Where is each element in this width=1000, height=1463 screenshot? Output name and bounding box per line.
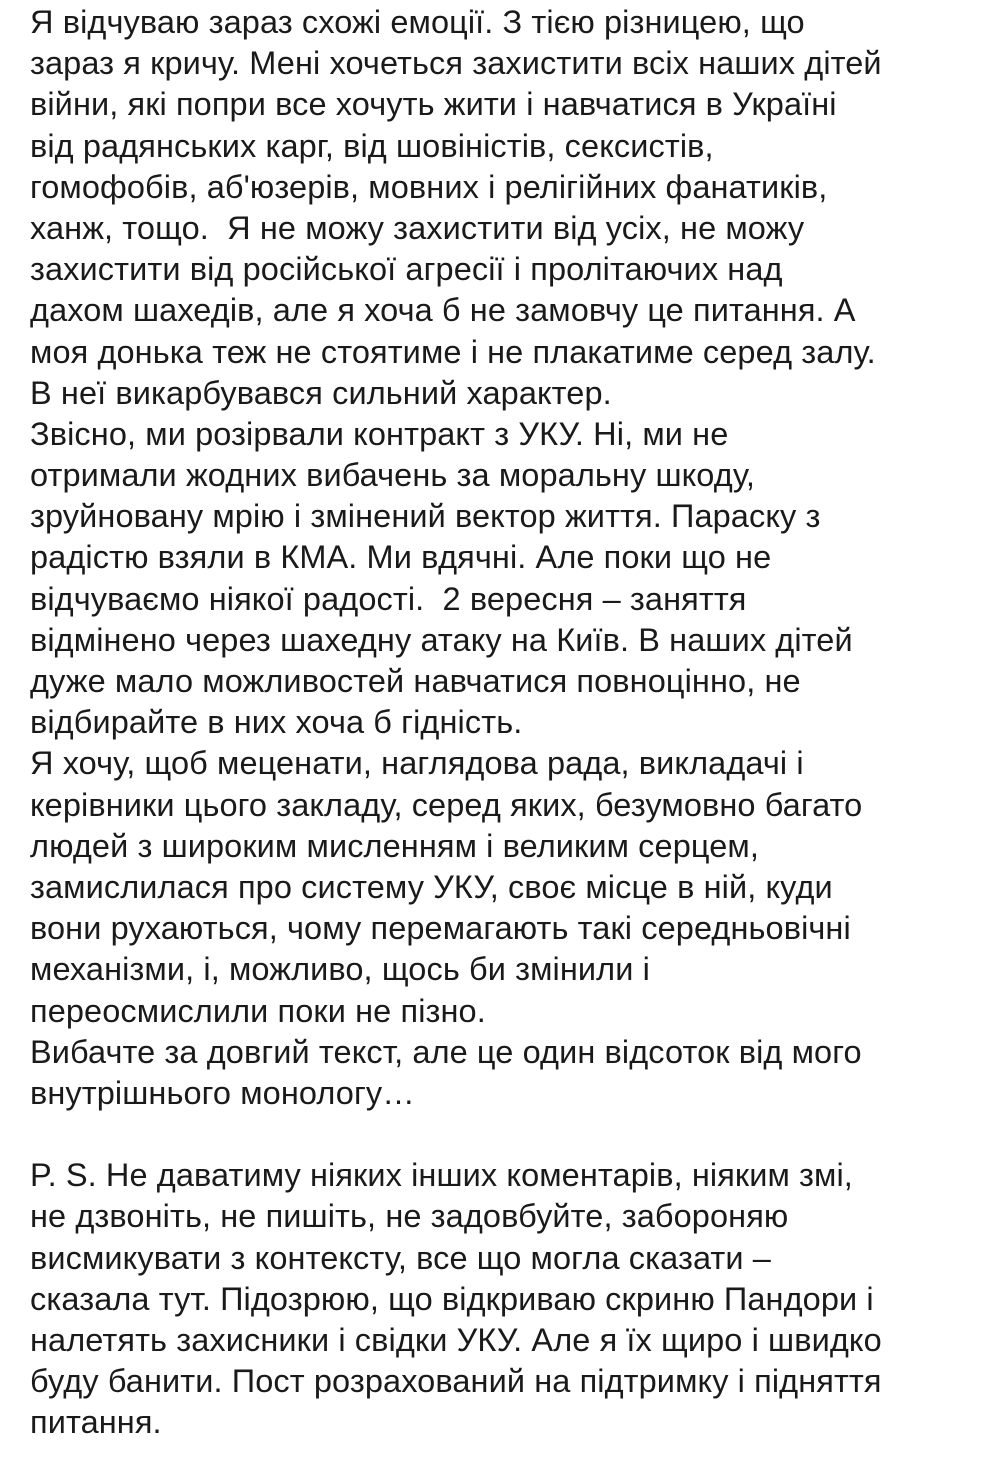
text-line: керівники цього закладу, серед яких, безумовно багато (30, 786, 863, 823)
ps-line: P. S. Не даватиму ніяких інших коментарів, ніяким змі, (30, 1157, 853, 1194)
text-line: війни, які попри все хочуть жити і навчатися в Україні (30, 86, 837, 123)
text-line: внутрішнього монологу… (30, 1074, 415, 1111)
ps-line: сказала тут. Підозрюю, що відкриваю скриню Пандори і (30, 1280, 874, 1317)
ps-line: буду банити. Пост розрахований на підтримку і підняття (30, 1363, 882, 1400)
text-line: Я хочу, щоб меценати, наглядова рада, викладачі і (30, 745, 804, 782)
text-line: людей з широким мисленням і великим серцем, (30, 827, 759, 864)
text-line: дахом шахедів, але я хоча б не замовчу це питання. А (30, 292, 856, 329)
text-line: Я відчуваю зараз схожі емоції. З тією різницею, що (30, 4, 805, 40)
post-text (30, 2, 990, 1444)
ps-line: висмикувати з контексту, все що могла сказати – (30, 1239, 771, 1276)
text-line: моя донька теж не стоятиме і не плакатиме серед залу. (30, 333, 876, 370)
text-line: дуже мало можливостей навчатися повноцінно, не (30, 663, 801, 699)
text-line: радістю взяли в КМА. Ми вдячні. Але поки що не (30, 539, 772, 576)
text-line: ханж, тощо. Я не можу захистити від усіх, не можу (30, 209, 805, 246)
text-line: зараз я кричу. Мені хочеться захистити всіх наших дітей (30, 45, 882, 82)
text-line: відмінено через шахедну атаку на Київ. В наших дітей (30, 621, 853, 658)
text-line: захистити від російської агресії і пролітаючих над (30, 251, 783, 288)
text-line: відчуваємо ніякої радості. 2 вересня – заняття (30, 580, 747, 617)
text-line: отримали жодних вибачень за моральну шкоду, (30, 457, 756, 494)
ps-line: налетять захисники і свідки УКУ. Але я їх щиро і швидко (30, 1322, 882, 1358)
text-line: зруйновану мрію і змінений вектор життя. Параску з (30, 498, 821, 535)
text-line: від радянських карг, від шовіністів, сексистів, (30, 127, 714, 164)
text-line: механізми, і, можливо, щось би змінили і (30, 951, 650, 988)
text-line: В неї викарбувався сильний характер. (30, 374, 612, 411)
text-line: Вибачте за довгий текст, але це один відсоток від мого (30, 1033, 862, 1070)
paragraph-gap (30, 1114, 990, 1155)
ps-line: питання. (30, 1404, 162, 1441)
text-line: замислилася про систему УКУ, своє місце в ній, куди (30, 868, 833, 905)
ps-line: не дзвоніть, не пишіть, не задовбуйте, забороняю (30, 1198, 789, 1235)
text-line: відбирайте в них хоча б гідність. (30, 704, 523, 741)
text-line: Звісно, ми розірвали контракт з УКУ. Ні, ми не (30, 415, 729, 452)
text-line: вони рухаються, чому перемагають такі середньовічні (30, 910, 851, 947)
text-line: гомофобів, аб'юзерів, мовних і релігійних фанатиків, (30, 168, 828, 205)
text-line: переосмислили поки не пізно. (30, 992, 486, 1029)
